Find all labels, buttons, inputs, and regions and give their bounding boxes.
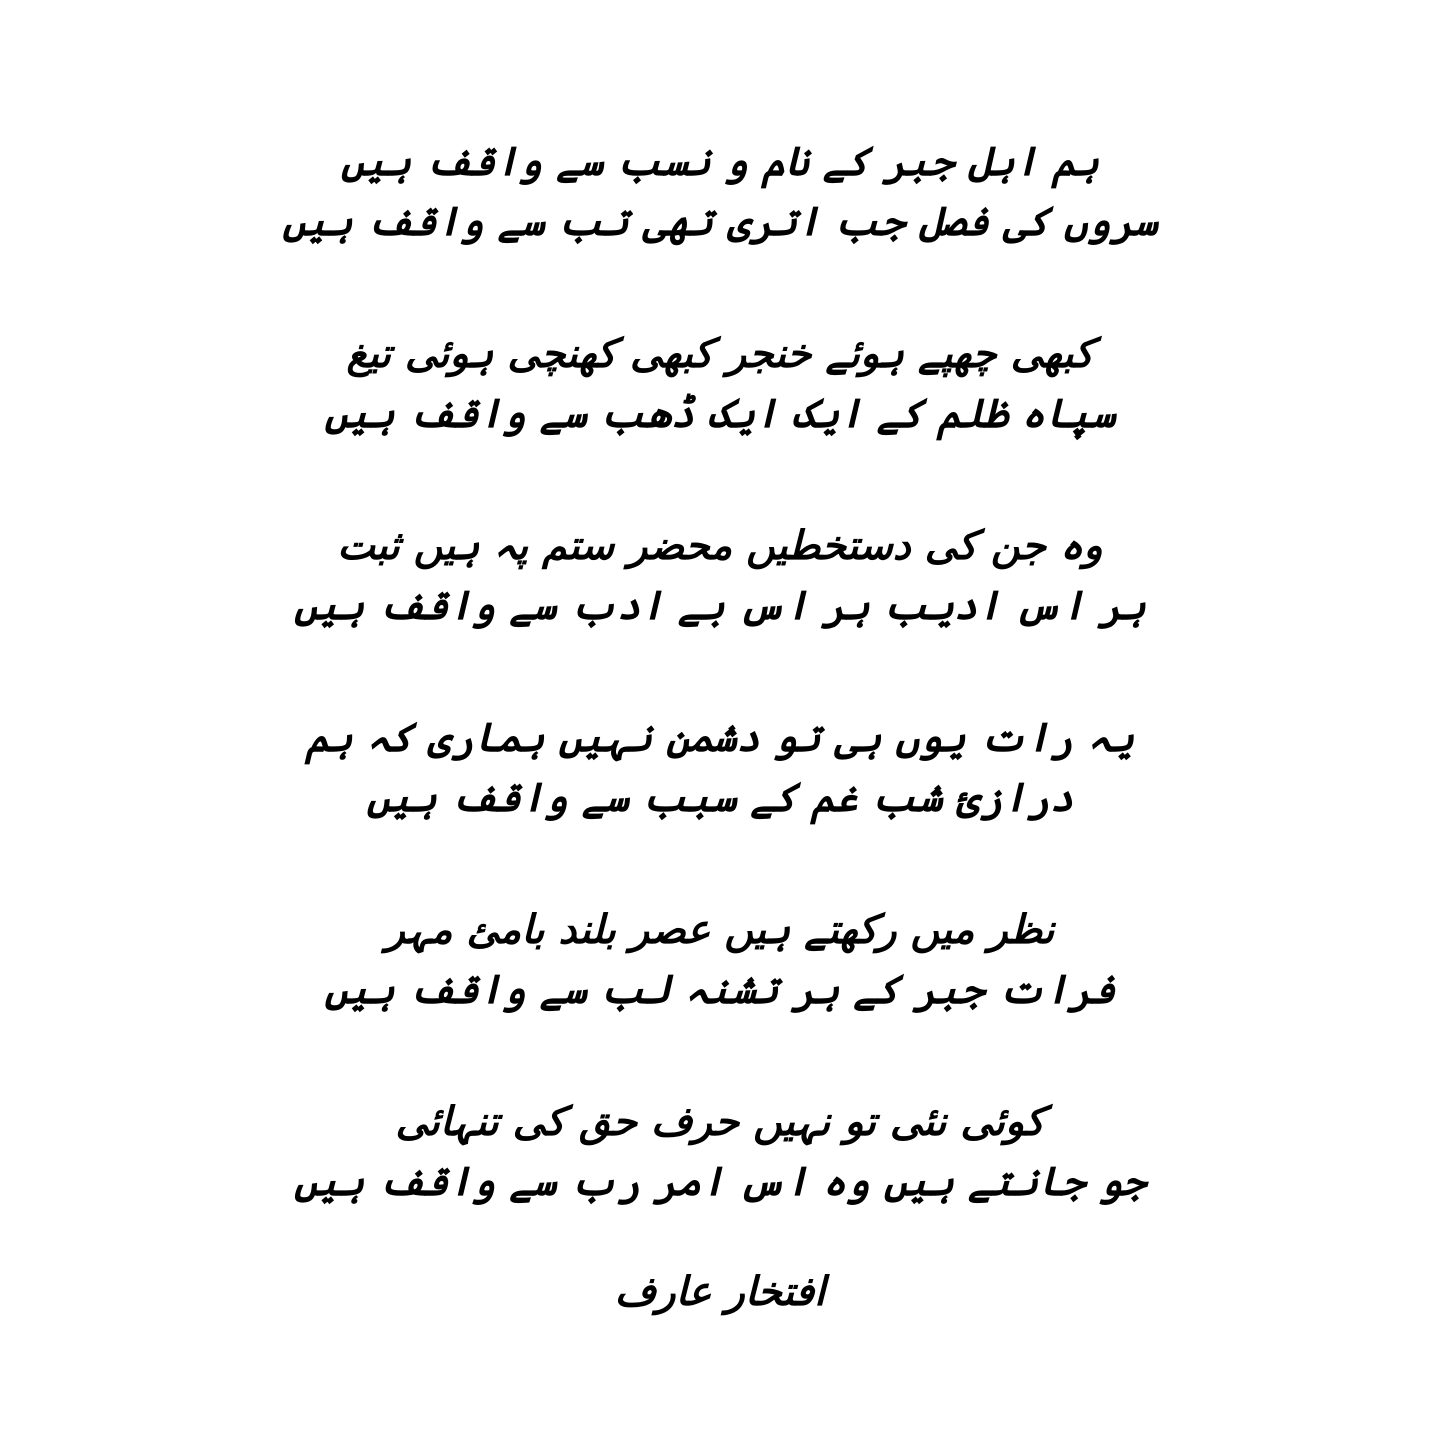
stanza-3 [294, 516, 1146, 636]
stanza-2 [324, 324, 1115, 444]
verse-line: کوئی نئی تو نہیں حرف حق کی تنہائی [395, 1099, 1045, 1145]
stanza-6 [294, 1092, 1146, 1212]
verse-line: سروں کی فصل جب اتری تھی تب سے واقف ہیں [282, 199, 1158, 245]
verse-line: وہ جن کی دستخطیں محضر ستم پہ ہیں ثبت [337, 523, 1103, 569]
stanza-4 [306, 708, 1134, 828]
verse-line: درازئ شب غم کے سبب سے واقف ہیں [366, 775, 1074, 821]
verse-line: ہم اہل جبر کے نام و نسب سے واقف ہیں [340, 139, 1100, 185]
stanza-5 [324, 900, 1115, 1020]
stanza-1 [282, 132, 1157, 252]
verse-line: سپاہ ظلم کے ایک ایک ڈھب سے واقف ہیں [324, 391, 1116, 437]
poem-body [0, 132, 1440, 1284]
verse-line: نظر میں رکھتے ہیں عصر بلند بامئ مہر [385, 907, 1055, 953]
verse-line: کبھی چھپے ہوئے خنجر کبھی کھنچی ہوئی تیغ [346, 331, 1094, 377]
poet-name: افتخار عارف [614, 1269, 826, 1315]
verse-line: ہر اس ادیب ہر اس بے ادب سے واقف ہیں [294, 583, 1146, 629]
verse-line: جو جانتے ہیں وہ اس امر رب سے واقف ہیں [294, 1159, 1146, 1205]
verse-line: یہ رات یوں ہی تو دشمن نہیں ہماری کہ ہم [305, 715, 1135, 761]
verse-line: فرات جبر کے ہر تشنہ لب سے واقف ہیں [324, 967, 1116, 1013]
